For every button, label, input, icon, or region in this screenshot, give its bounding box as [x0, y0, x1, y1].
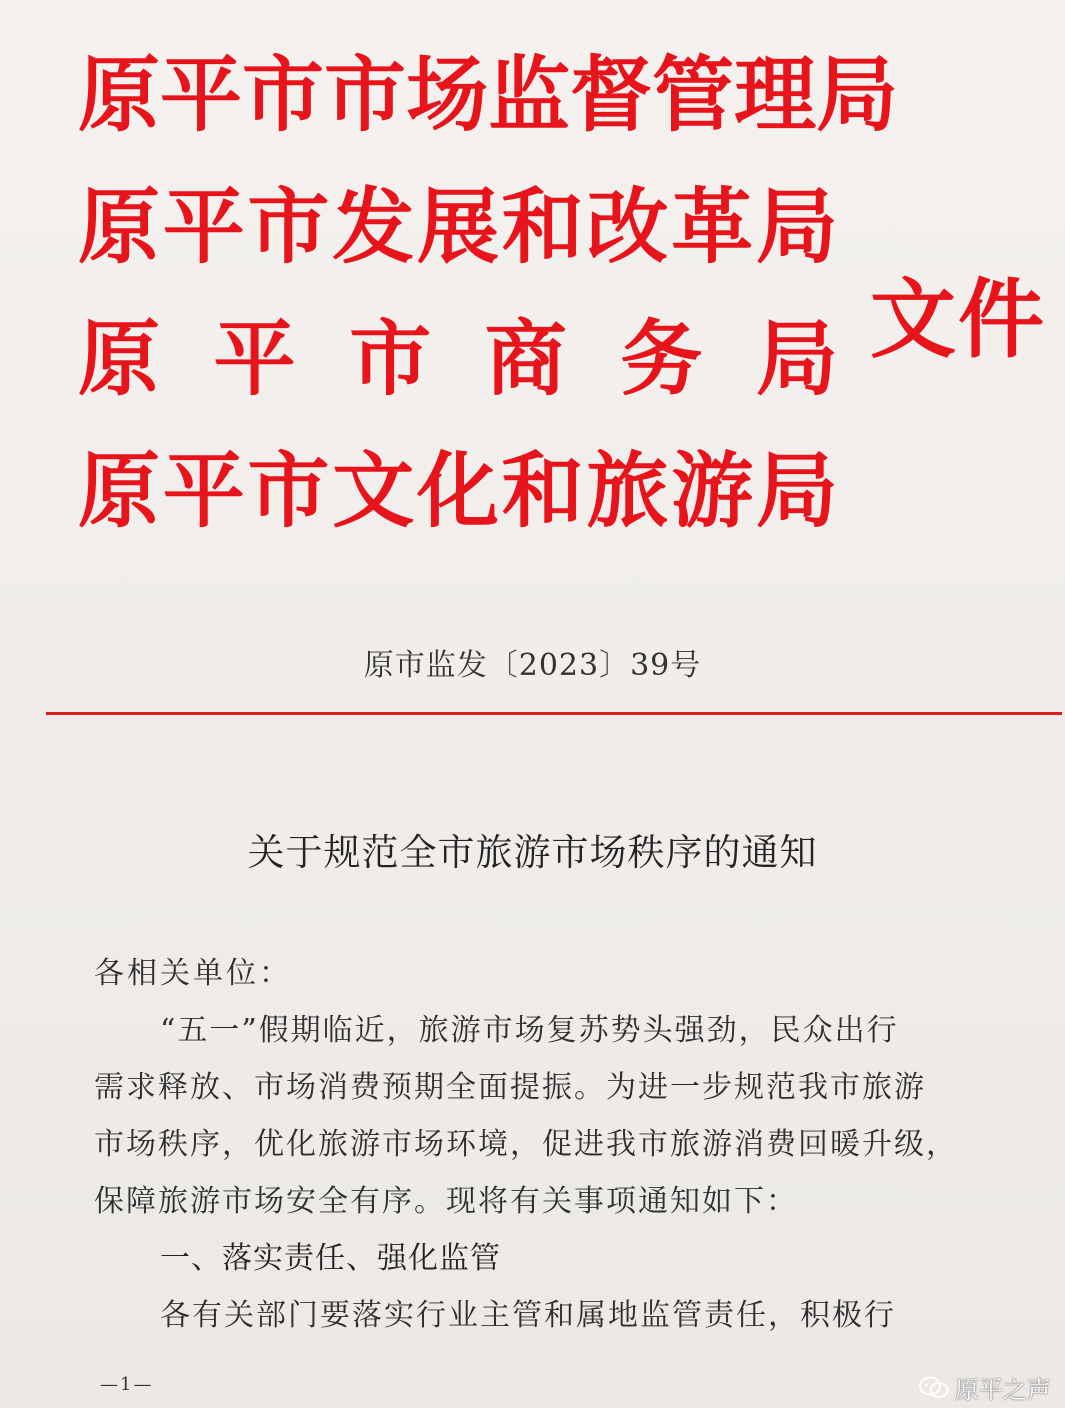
section-heading: 一、落实责任、强化监管	[160, 1241, 501, 1276]
issuing-body-char: 平	[213, 312, 296, 407]
issuing-body-char: 改	[586, 180, 669, 275]
issuing-body-char: 发	[332, 180, 415, 275]
issuing-body-2	[78, 162, 838, 294]
watermark-text: 原平之声	[955, 1376, 1051, 1404]
issuing-body-char: 市	[247, 444, 330, 539]
issuing-body-char: 文	[332, 444, 415, 539]
issuing-body-char: 市	[349, 312, 432, 407]
issuing-body-char: 革	[671, 180, 754, 275]
issuing-bodies	[78, 30, 899, 558]
issuing-body-char: 督	[570, 48, 653, 143]
issuing-body-char: 局	[755, 312, 838, 407]
issuing-body-1	[78, 30, 899, 162]
issuing-body-char: 原	[78, 312, 161, 407]
paragraph-line-4: 保障旅游市场安全有序。现将有关事项通知如下：	[94, 1184, 798, 1219]
issuing-body-char: 原	[78, 444, 161, 539]
wechat-icon	[919, 1376, 949, 1400]
issuing-body-char: 原	[78, 180, 161, 275]
issuing-body-char: 理	[734, 48, 817, 143]
issuing-body-char: 和	[501, 444, 584, 539]
issuing-body-char: 监	[488, 48, 571, 143]
paragraph-line-1: “五一”假期临近，旅游市场复苏势头强劲，民众出行	[160, 1013, 899, 1048]
issuing-body-char: 市	[324, 48, 407, 143]
paragraph-line-3: 市场秩序，优化旅游市场环境，促进我市旅游消费回暖升级，	[94, 1127, 958, 1162]
issuing-body-3	[78, 294, 838, 426]
issuing-body-char: 平	[160, 48, 243, 143]
issuing-body-char: 平	[162, 180, 245, 275]
issuing-body-char: 游	[671, 444, 754, 539]
document-word: 文件	[870, 270, 1046, 370]
page-number: —1—	[100, 1374, 154, 1395]
document-title: 关于规范全市旅游市场秩序的通知	[247, 831, 818, 874]
issuing-body-char: 原	[78, 48, 161, 143]
issuing-body-char: 场	[406, 48, 489, 143]
issuing-body-char: 市	[247, 180, 330, 275]
issuing-body-char: 局	[755, 444, 838, 539]
issuing-body-4	[78, 426, 838, 558]
issuing-body-char: 局	[816, 48, 899, 143]
issuing-body-char: 化	[416, 444, 499, 539]
salutation: 各相关单位：	[94, 956, 292, 991]
issuing-body-char: 旅	[586, 444, 669, 539]
issuing-body-char: 平	[162, 444, 245, 539]
document-number: 原市监发〔2023〕39号	[363, 648, 702, 683]
watermark	[919, 1370, 1051, 1405]
paragraph-line-2: 需求释放、市场消费预期全面提振。为进一步规范我市旅游	[94, 1070, 926, 1105]
document-body	[94, 945, 974, 1344]
red-divider-line	[46, 712, 1062, 715]
issuing-body-char: 务	[620, 312, 703, 407]
issuing-body-char: 商	[484, 312, 567, 407]
issuing-body-char: 市	[242, 48, 325, 143]
section-line-1: 各有关部门要落实行业主管和属地监管责任，积极行	[160, 1298, 896, 1333]
issuing-body-char: 和	[501, 180, 584, 275]
issuing-body-char: 局	[755, 180, 838, 275]
issuing-body-char: 展	[416, 180, 499, 275]
issuing-body-char: 管	[652, 48, 735, 143]
